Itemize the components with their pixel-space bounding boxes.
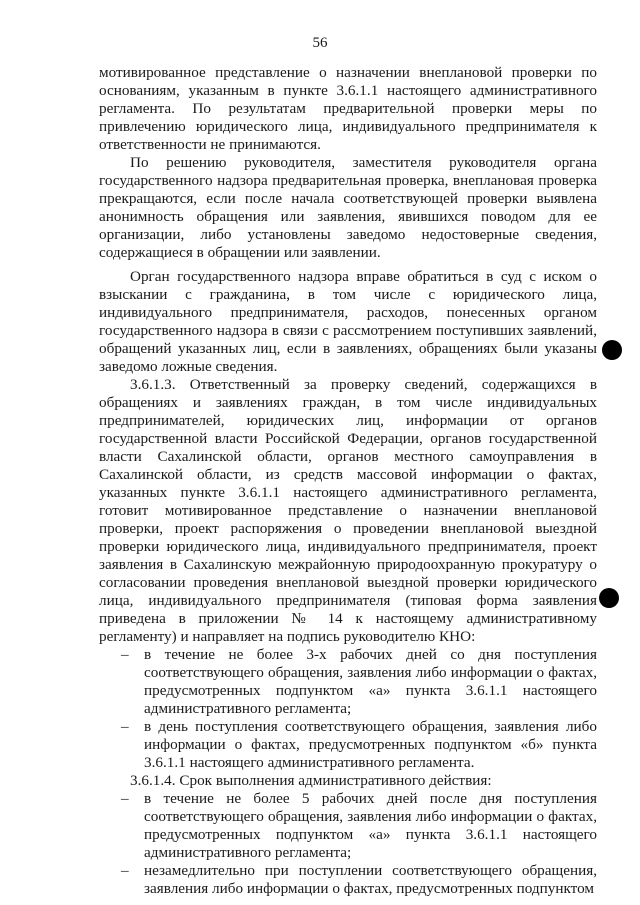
document-body [99, 64, 597, 898]
dash-marker: – [121, 718, 129, 735]
paragraph-4: 3.6.1.3. Ответственный за проверку сведений, содержащихся в обращениях и заявлениях граждан, в том числе индивидуальных предпринимателей, юридических лиц, информации от органов государственной власти Российской Федерации, органов государственной власти Сахалинской области, органов местного самоуправления в Сахалинской области, из средств массовой информации о фактах, указанных пункте 3.6.1.1 настоящего административного регламента, готовит мотивированное представление о назначении внеплановой проверки, проект распоряжения о проведении внеплановой выездной проверки юридического лица, индивидуального предпринимателя, проект заявления в Сахалинскую межрайонную природоохранную прокуратуру о согласовании проведения внеплановой выездной проверки юридического лица, индивидуального предпринимателя (типовая форма заявления приведена в приложении № 14 к настоящему административному регламенту) и направляет на подпись руководителю КНО: [99, 376, 597, 645]
list-item-text: в день поступления соответствующего обращения, заявления либо информации о фактах, предусмотренных подпунктом «б» пункта 3.6.1.1 настоящего административного регламента. [144, 718, 597, 771]
list-item-text: в течение не более 3-х рабочих дней со дня поступления соответствующего обращения, заявления либо информации о фактах, предусмотренных подпунктом «а» пункта 3.6.1.1 настоящего административного регламента; [144, 646, 597, 717]
page-number: 56 [312, 35, 328, 51]
paragraph-5: 3.6.1.4. Срок выполнения административного действия: [130, 772, 492, 789]
dash-marker: – [121, 646, 129, 663]
list-1 [99, 646, 597, 772]
list-item-text: в течение не более 5 рабочих дней после дня поступления соответствующего обращения, заявления либо информации о фактах, предусмотренных подпунктом «а» пункта 3.6.1.1 настоящего административного регламента; [144, 790, 597, 861]
list-item [99, 790, 597, 862]
list-item [99, 718, 597, 772]
paragraph-1: мотивированное представление о назначении внеплановой проверки по основаниям, указанным в пункте 3.6.1.1 настоящего административного регламента. По результатам предварительной проверки меры по привлечению юридического лица, индивидуального предпринимателя к ответственности не принимаются. [99, 64, 597, 153]
list-item [99, 646, 597, 718]
list-item-text: незамедлительно при поступлении соответствующего обращения, заявления либо информации о фактах, предусмотренных подпунктом [144, 862, 597, 897]
list-2 [99, 790, 597, 898]
paragraph-3: Орган государственного надзора вправе обратиться в суд с иском о взыскании с гражданина, в том числе с юридического лица, индивидуального предпринимателя, расходов, понесенных органом государственного надзора в связи с рассмотрением поступивших заявлений, обращений указанных лиц, если в заявлениях, обращениях были указаны заведомо ложные сведения. [99, 268, 597, 375]
dash-marker: – [121, 862, 129, 879]
binding-hole-mark [599, 588, 619, 608]
list-item [99, 862, 597, 898]
binding-hole-mark [602, 340, 622, 360]
paragraph-2: По решению руководителя, заместителя руководителя органа государственного надзора предварительная проверка, внеплановая проверка прекращаются, если после начала соответствующей проверки выявлена анонимность обращения или заявления, явившихся поводом для ее организации, либо установлены заведомо недостоверные сведения, содержащиеся в обращении или заявлении. [99, 154, 597, 261]
dash-marker: – [121, 790, 129, 807]
